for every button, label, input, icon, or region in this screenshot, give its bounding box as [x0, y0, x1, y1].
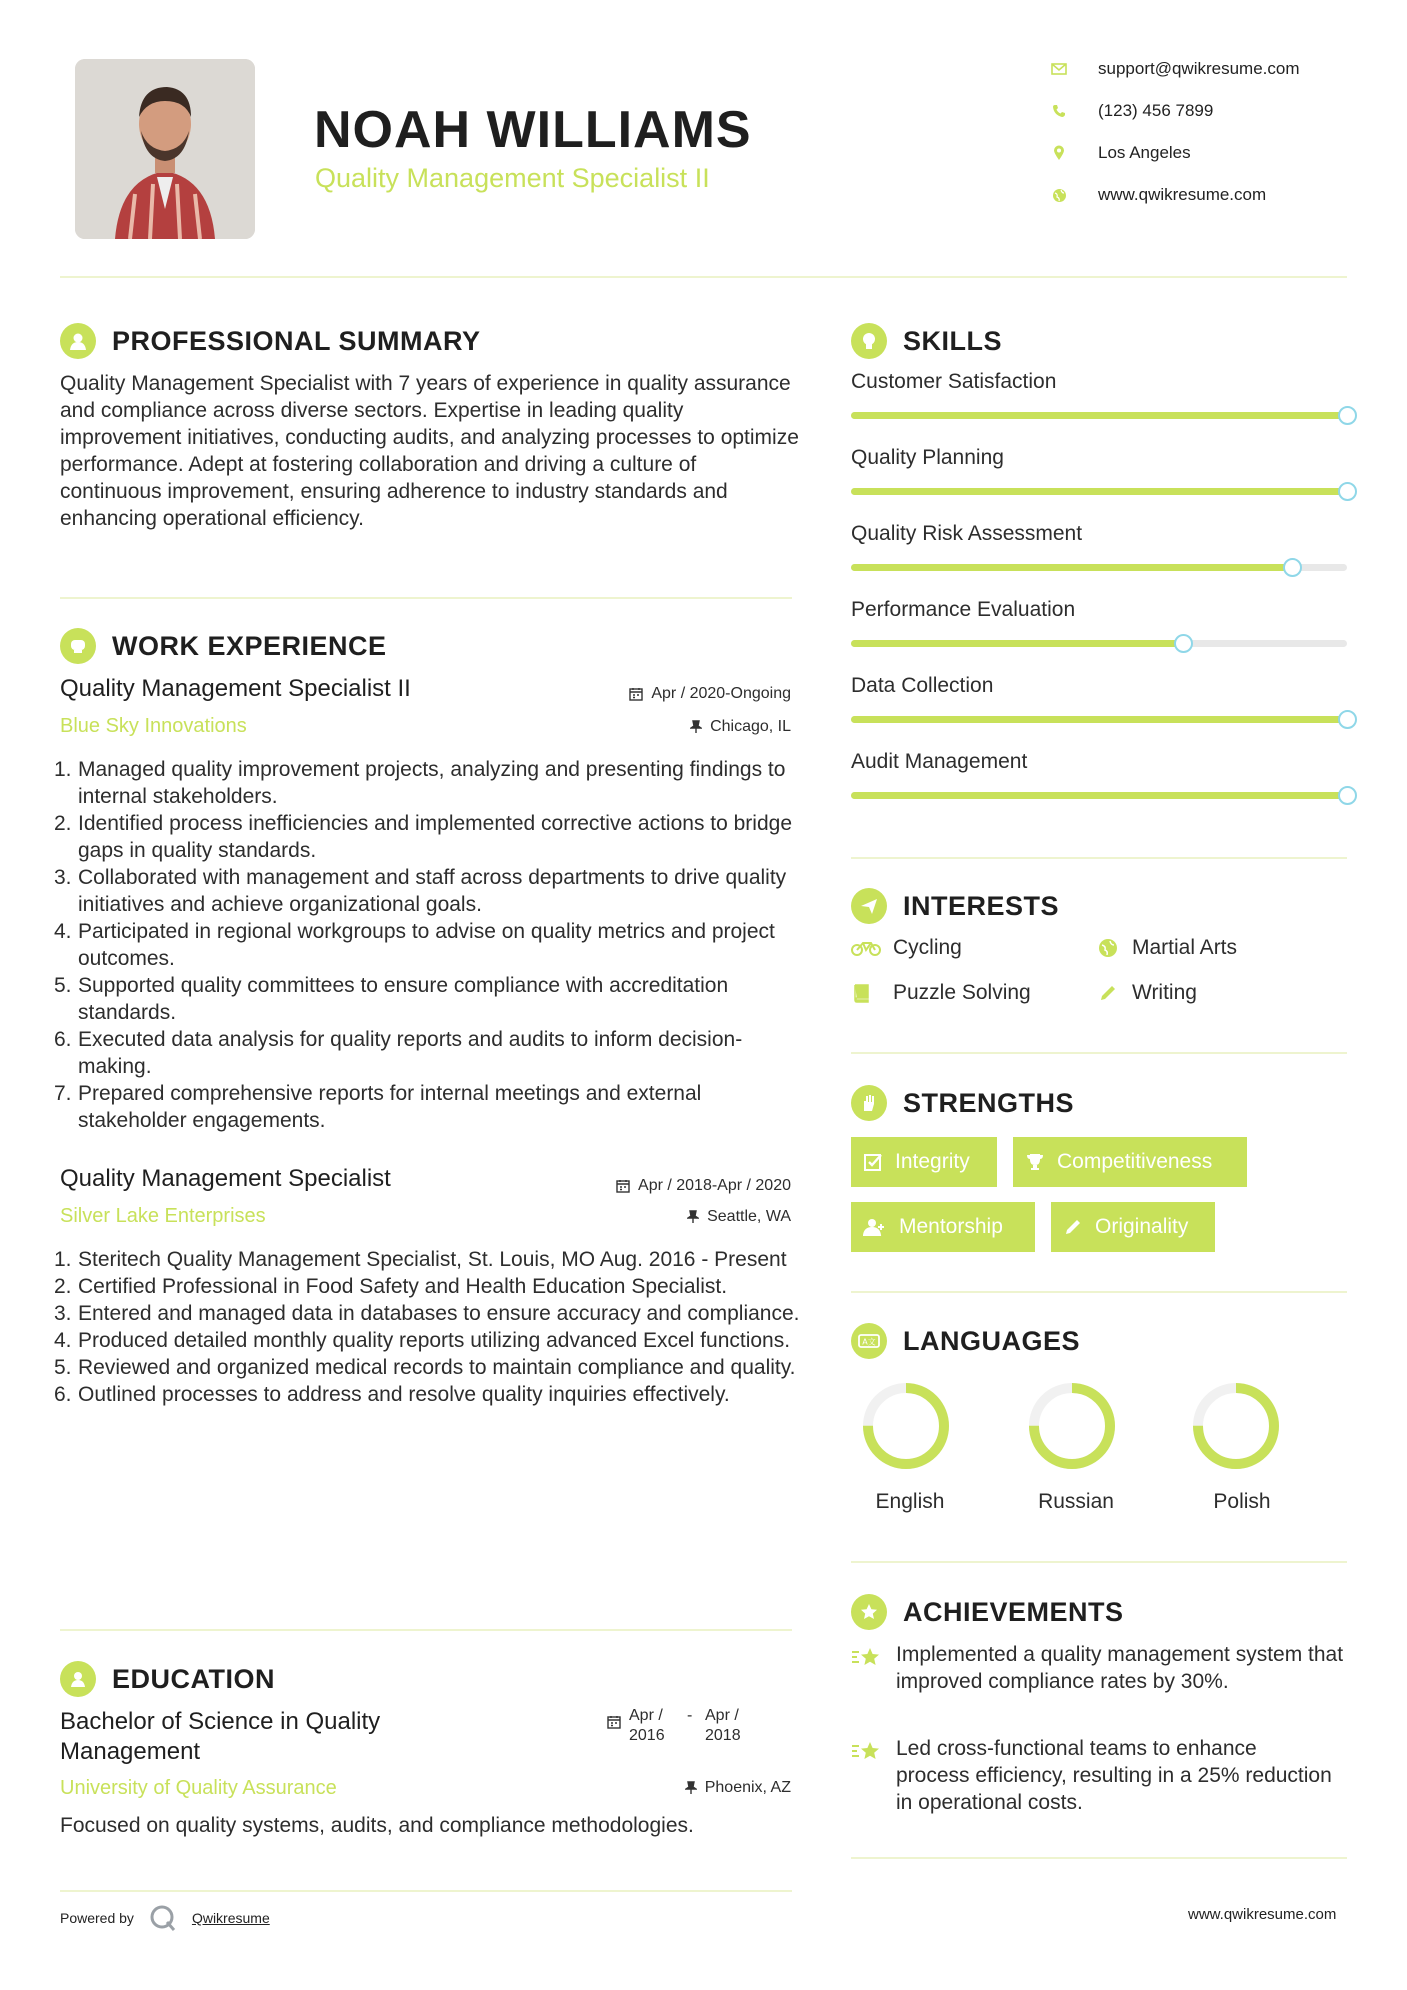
skill-label: Quality Risk Assessment	[851, 522, 1083, 545]
achievements-title: ACHIEVEMENTS	[903, 1596, 1124, 1627]
education-divider	[60, 1890, 792, 1892]
list-item: 4. Produced detailed monthly quality reports utilizing advanced Excel functions.	[54, 1329, 791, 1352]
strength-badge: Originality	[1051, 1202, 1215, 1252]
languages-title: LANGUAGES	[903, 1325, 1081, 1356]
list-item: 1. Steritech Quality Management Specialist, St. Louis, MO Aug. 2016 - Present	[54, 1248, 787, 1271]
pushpin-icon	[685, 1781, 697, 1795]
skill-level-knob	[1283, 558, 1302, 577]
skill-label: Audit Management	[851, 750, 1028, 773]
list-item: 7. Prepared comprehensive reports for internal meetings and external stakeholder engagements.	[54, 1082, 702, 1132]
check-square-icon	[863, 1152, 883, 1172]
list-item: 4. Participated in regional workgroups to advise on quality metrics and project outcomes.	[54, 920, 775, 970]
calendar-icon	[616, 1179, 630, 1193]
book-icon	[851, 983, 881, 1003]
location-pin-icon	[1050, 144, 1068, 162]
skill-label: Performance Evaluation	[851, 598, 1076, 621]
summary-divider	[60, 597, 792, 599]
strength-badge: Mentorship	[851, 1202, 1035, 1252]
skill-label: Customer Satisfaction	[851, 370, 1057, 393]
mail-icon	[1050, 60, 1068, 78]
language-level-ring	[860, 1380, 952, 1472]
language-name: Polish	[1213, 1490, 1271, 1513]
contact-email[interactable]	[1050, 59, 1300, 79]
job-1-bullets	[54, 756, 800, 1134]
avatar	[75, 59, 255, 239]
achievements-divider	[851, 1857, 1347, 1859]
skill-bar-fill	[851, 716, 1347, 723]
list-item: 2. Certified Professional in Food Safety and Health Education Specialist.	[54, 1275, 728, 1298]
pencil-icon	[1063, 1217, 1083, 1237]
bicycle-icon	[851, 940, 881, 956]
interests-title: INTERESTS	[903, 890, 1060, 921]
education-degree: Bachelor of Science in Quality Management	[60, 1708, 381, 1765]
strengths-title: STRENGTHS	[903, 1087, 1075, 1118]
interest-item: Puzzle Solving	[851, 981, 1031, 1005]
interest-item: Martial Arts	[1098, 936, 1237, 960]
user-icon	[60, 323, 96, 359]
skill-bar-fill	[851, 564, 1292, 571]
qwikresume-logo-icon	[148, 1903, 178, 1933]
list-item: 5. Reviewed and organized medical records to maintain compliance and quality.	[54, 1356, 796, 1379]
contact-website[interactable]	[1050, 185, 1266, 205]
interests-divider	[851, 1052, 1347, 1054]
contact-phone-text: (123) 456 7899	[1098, 101, 1214, 120]
skill-bar	[851, 564, 1347, 571]
contact-location-text: Los Angeles	[1098, 143, 1191, 162]
job-1-location	[690, 718, 791, 736]
interest-item: Cycling	[851, 936, 962, 960]
job-2-bullets	[54, 1246, 800, 1408]
job-1-dates-text: Apr / 2020-Ongoing	[651, 685, 791, 702]
skill-bar-fill	[851, 792, 1347, 799]
hand-icon	[851, 1085, 887, 1121]
list-item: 6. Executed data analysis for quality reports and audits to inform decision-making.	[54, 1028, 743, 1078]
language-icon	[851, 1323, 887, 1359]
languages-heading	[851, 1323, 1080, 1359]
job-1-location-text: Chicago, IL	[710, 718, 791, 735]
calendar-icon	[629, 687, 643, 701]
skill-bar-fill	[851, 640, 1183, 647]
job-1-title: Quality Management Specialist II	[60, 675, 411, 702]
experience-title: WORK EXPERIENCE	[112, 630, 387, 661]
globe-icon	[1098, 938, 1120, 958]
job-2-title: Quality Management Specialist	[60, 1165, 391, 1192]
job-2-location	[687, 1208, 791, 1226]
job-2-company: Silver Lake Enterprises	[60, 1205, 266, 1227]
globe-icon	[1050, 186, 1068, 204]
achievements-heading	[851, 1594, 1124, 1630]
skill-bar	[851, 640, 1347, 647]
contact-phone[interactable]	[1050, 101, 1213, 121]
profile-photo	[75, 59, 255, 239]
list-item: 6. Outlined processes to address and resolve quality inquiries effectively.	[54, 1383, 730, 1406]
skill-level-knob	[1338, 482, 1357, 501]
skills-title: SKILLS	[903, 325, 1003, 356]
languages-divider	[851, 1561, 1347, 1563]
list-item: 3. Entered and managed data in databases to ensure accuracy and compliance.	[54, 1302, 800, 1325]
education-title: EDUCATION	[112, 1663, 275, 1694]
strength-badge: Integrity	[851, 1137, 997, 1187]
candidate-role: Quality Management Specialist II	[315, 163, 710, 193]
achievement-item: Led cross-functional teams to enhance process efficiency, resulting in a 25% reduction in operational costs.	[896, 1737, 1332, 1814]
education-start: Apr / 2016	[629, 1707, 665, 1744]
skill-level-knob	[1174, 634, 1193, 653]
list-item: 2. Identified process inefficiencies and implemented corrective actions to bridge gaps in quality standards.	[54, 812, 792, 862]
calendar-icon	[607, 1715, 621, 1729]
education-location	[685, 1779, 791, 1797]
education-end: Apr / 2018	[705, 1707, 741, 1744]
star-icon	[851, 1741, 881, 1768]
job-1-dates	[629, 685, 791, 703]
list-item: 5. Supported quality committees to ensure compliance with accreditation standards.	[54, 974, 729, 1024]
phone-icon	[1050, 102, 1068, 120]
skill-level-knob	[1338, 786, 1357, 805]
powered-by-label: Powered by	[60, 1910, 134, 1926]
skill-level-knob	[1338, 710, 1357, 729]
summary-title: PROFESSIONAL SUMMARY	[112, 325, 481, 356]
education-location-text: Phoenix, AZ	[704, 1779, 791, 1796]
pencil-icon	[1098, 983, 1120, 1003]
experience-heading	[60, 628, 387, 664]
list-item: 3. Collaborated with management and staff across departments to drive quality initiatives and achieve organizational goals.	[54, 866, 787, 916]
skill-label: Data Collection	[851, 674, 994, 697]
paper-plane-icon	[851, 888, 887, 924]
education-heading	[60, 1661, 275, 1697]
list-item: 1. Managed quality improvement projects, analyzing and presenting findings to internal stakeholders.	[54, 758, 786, 808]
candidate-name: NOAH WILLIAMS	[314, 101, 752, 159]
skill-bar-fill	[851, 412, 1347, 419]
job-2-location-text: Seattle, WA	[707, 1208, 791, 1225]
education-description: Focused on quality systems, audits, and compliance methodologies.	[60, 1814, 694, 1837]
contact-email-text: support@qwikresume.com	[1098, 59, 1300, 78]
header-divider	[60, 276, 1347, 278]
briefcase-icon	[60, 628, 96, 664]
skill-bar	[851, 716, 1347, 723]
strengths-divider	[851, 1291, 1347, 1293]
powered-by	[60, 1903, 270, 1933]
star-icon	[851, 1647, 881, 1674]
skill-bar	[851, 792, 1347, 799]
pushpin-icon	[687, 1210, 699, 1224]
skill-bar-fill	[851, 488, 1347, 495]
language-level-ring	[1026, 1380, 1118, 1472]
interest-item: Writing	[1098, 981, 1197, 1005]
job-1-company: Blue Sky Innovations	[60, 715, 247, 737]
skill-bar	[851, 488, 1347, 495]
job-2-dates-text: Apr / 2018-Apr / 2020	[638, 1177, 791, 1194]
contact-website-text: www.qwikresume.com	[1098, 185, 1267, 204]
graduation-icon	[60, 1661, 96, 1697]
pushpin-icon	[690, 720, 702, 734]
skill-bar	[851, 412, 1347, 419]
summary-heading	[60, 323, 481, 359]
contact-location	[1050, 143, 1191, 163]
skills-divider	[851, 857, 1347, 859]
achievement-item: Implemented a quality management system that improved compliance rates by 30%.	[896, 1643, 1344, 1693]
language-level-ring	[1190, 1380, 1282, 1472]
language-name: English	[875, 1490, 945, 1513]
skill-label: Quality Planning	[851, 446, 1004, 469]
job-2-dates	[616, 1177, 791, 1195]
strength-badge: Competitiveness	[1013, 1137, 1247, 1187]
skill-level-knob	[1338, 406, 1357, 425]
education-dates: Apr / 2016 - Apr / 2018	[607, 1706, 755, 1746]
star-badge-icon	[851, 1594, 887, 1630]
experience-divider	[60, 1629, 792, 1631]
user-plus-icon	[863, 1217, 887, 1237]
language-name: Russian	[1038, 1490, 1114, 1513]
lightbulb-icon	[851, 323, 887, 359]
skills-heading	[851, 323, 1002, 359]
footer-website[interactable]: www.qwikresume.com	[1188, 1906, 1337, 1923]
qwikresume-link[interactable]: Qwikresume	[191, 1910, 270, 1926]
education-school: University of Quality Assurance	[60, 1777, 337, 1799]
svg-text:A文: A文	[862, 1337, 876, 1347]
summary-text: Quality Management Specialist with 7 years of experience in quality assurance and compliance across diverse sectors. Expertise in leading quality improvement initiatives, conducting audits, and analyzing processes to optimize performance. Adept at fostering collaboration and driving a culture of continuous improvement, ensuring adherence to industry standards and enhancing operational efficiency.	[60, 372, 799, 530]
strengths-heading	[851, 1085, 1074, 1121]
interests-heading	[851, 888, 1059, 924]
trophy-icon	[1025, 1152, 1045, 1172]
